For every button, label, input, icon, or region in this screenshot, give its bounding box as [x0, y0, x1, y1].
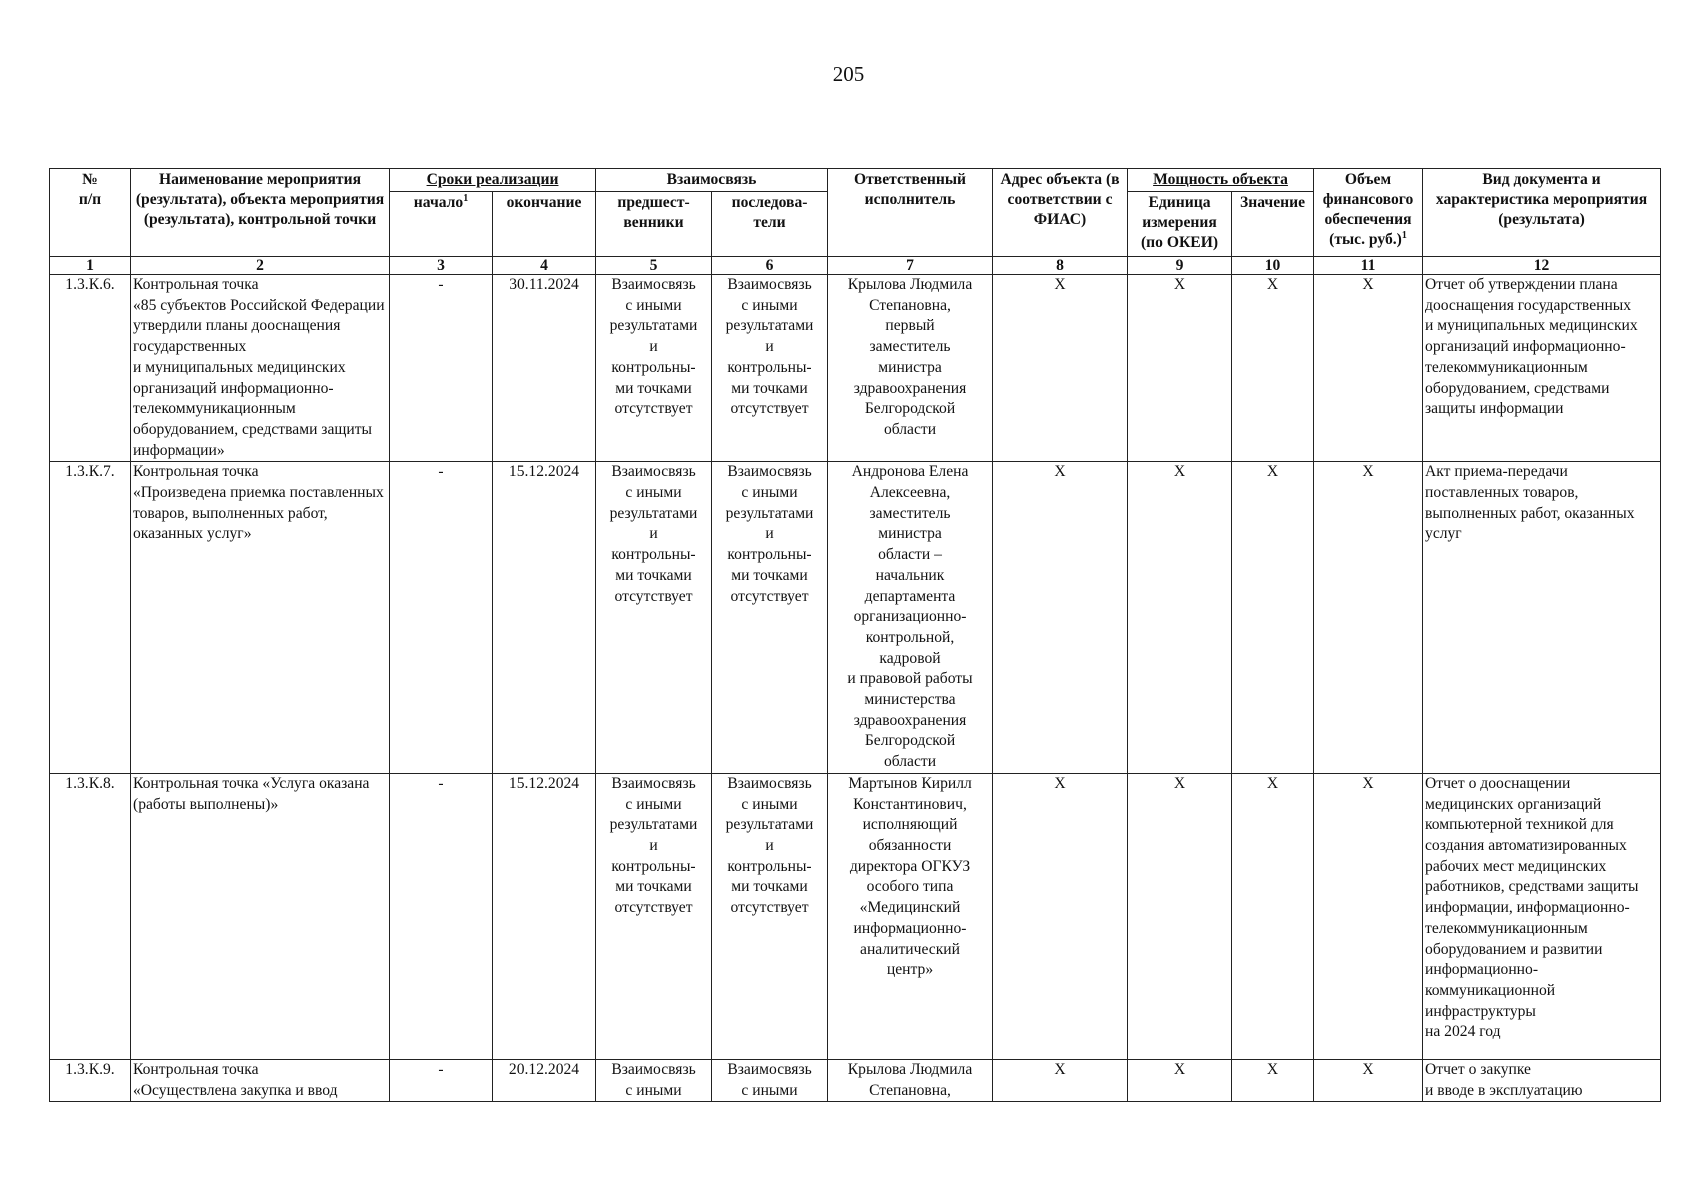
predecessors: Взаимосвязь с иными	[611, 1060, 696, 1099]
capacity-value: X	[1266, 1060, 1279, 1078]
measure-name-cell	[131, 773, 390, 1059]
capacity-value-cell	[1232, 275, 1314, 462]
header-end-label: окончание	[506, 194, 582, 211]
responsible-person: Крылова Людмила Степановна, первый заместитель министра здравоохранения Белгородской области	[847, 276, 973, 438]
object-address: X	[1054, 774, 1066, 792]
finance-volume: X	[1362, 276, 1374, 293]
row-number-cell	[50, 462, 131, 774]
table-row	[50, 773, 1661, 1059]
header-responsible	[828, 169, 993, 257]
measure-name-cell	[131, 275, 390, 462]
responsible-person: Крылова Людмила Степановна,	[847, 1060, 973, 1099]
header-value	[1232, 192, 1314, 257]
header-end	[493, 192, 596, 257]
unit-of-measure-cell	[1128, 275, 1232, 462]
measure-name: Контрольная точка «Услуга оказана (работы выполнены)»	[133, 774, 370, 813]
capacity-value: X	[1266, 463, 1279, 481]
unit-of-measure: X	[1173, 774, 1186, 792]
end-date: 15.12.2024	[508, 463, 580, 481]
finance-volume: X	[1362, 463, 1374, 481]
header-finance-label: Объем финансового обеспечения (тыс. руб.)	[1322, 171, 1414, 248]
header-start	[390, 192, 493, 257]
header-responsible-label: Ответственный исполнитель	[853, 171, 967, 208]
successors-cell	[712, 1059, 828, 1101]
start-date-cell	[390, 462, 493, 774]
header-start-sup: 1	[463, 192, 469, 204]
start-date: -	[438, 774, 444, 792]
capacity-value: X	[1266, 276, 1279, 293]
header-start-label: начало	[413, 194, 464, 211]
end-date: 20.12.2024	[508, 1060, 580, 1078]
start-date: -	[438, 276, 444, 293]
column-number: 9	[1128, 257, 1232, 275]
document-type-cell	[1423, 773, 1661, 1059]
unit-of-measure: X	[1173, 1060, 1186, 1078]
header-pred	[596, 192, 712, 257]
row-number-cell	[50, 773, 131, 1059]
header-num-label: № п/п	[78, 171, 102, 208]
header-succ-label: последова- тели	[731, 194, 808, 231]
end-date-cell	[493, 1059, 596, 1101]
header-unit-label: Единица измерения (по ОКЕИ)	[1140, 194, 1219, 251]
responsible-person: Мартынов Кирилл Константинович, исполняющий обязанности директора ОГКУЗ особого типа «Медицинский информационно-аналитический центр»	[848, 774, 972, 979]
responsible-person-cell	[828, 462, 993, 774]
measure-name-cell	[131, 1059, 390, 1101]
object-address: X	[1054, 463, 1066, 481]
document-type: Отчет о дооснащении медицинских организаций компьютерной техникой для создания автоматизированных рабочих мест медицинских работников, средствами защиты информации, информационно-телекоммуникационным оборудованием и развитии информационно-коммуникационной инфраструктуры на 2024 год	[1425, 774, 1639, 1041]
predecessors-cell	[596, 275, 712, 462]
document-type-cell	[1423, 1059, 1661, 1101]
document-type: Отчет об утверждении плана дооснащения государственных и муниципальных медицинских организаций информационно-телекоммуникационным оборудованием, средствами защиты информации	[1425, 276, 1638, 418]
header-succ	[712, 192, 828, 257]
predecessors: Взаимосвязь с иными результатами и контрольны- ми точками отсутствует	[609, 463, 698, 605]
document-type: Отчет о закупке и вводе в эксплуатацию	[1425, 1060, 1583, 1099]
column-number: 12	[1423, 257, 1661, 275]
header-finance-sup: 1	[1401, 229, 1407, 241]
object-address-cell	[993, 1059, 1128, 1101]
successors: Взаимосвязь с иными	[727, 1060, 812, 1099]
row-number: 1.3.К.8.	[65, 774, 115, 792]
column-number: 5	[596, 257, 712, 275]
end-date-cell	[493, 462, 596, 774]
column-number: 1	[50, 257, 131, 275]
successors: Взаимосвязь с иными результатами и контрольны- ми точками отсутствует	[725, 463, 814, 605]
column-number: 2	[131, 257, 390, 275]
successors: Взаимосвязь с иными результатами и контрольны- ми точками отсутствует	[725, 774, 814, 917]
header-address	[993, 169, 1128, 257]
column-number: 7	[828, 257, 993, 275]
header-num	[50, 169, 131, 257]
header-pred-label: предшест- венники	[617, 194, 690, 231]
column-number: 8	[993, 257, 1128, 275]
responsible-person: Андронова Елена Алексеевна, заместитель министра области – начальник департамента организационно- контрольной, кадровой и правовой работы министерства здравоохранения Белгородской области	[847, 463, 973, 771]
document-type: Акт приема-передачи поставленных товаров, выполненных работ, оказанных услуг	[1425, 463, 1635, 543]
row-number-cell	[50, 1059, 131, 1101]
column-number: 4	[493, 257, 596, 275]
capacity-value: X	[1266, 774, 1279, 792]
measure-name-cell	[131, 462, 390, 774]
predecessors-cell	[596, 462, 712, 774]
capacity-value-cell	[1232, 462, 1314, 774]
column-number: 6	[712, 257, 828, 275]
unit-of-measure-cell	[1128, 1059, 1232, 1101]
successors-cell	[712, 773, 828, 1059]
successors-cell	[712, 275, 828, 462]
successors-cell	[712, 462, 828, 774]
row-number: 1.3.К.9.	[65, 1060, 115, 1078]
header-doc-type	[1423, 169, 1661, 257]
unit-of-measure: X	[1173, 463, 1186, 481]
finance-volume-cell	[1314, 773, 1423, 1059]
table-row	[50, 275, 1661, 462]
column-number-row	[50, 257, 1661, 275]
end-date: 30.11.2024	[509, 276, 579, 293]
column-number: 3	[390, 257, 493, 275]
column-number: 10	[1232, 257, 1314, 275]
start-date-cell	[390, 773, 493, 1059]
header-terms	[390, 169, 596, 192]
finance-volume-cell	[1314, 275, 1423, 462]
row-number-cell	[50, 275, 131, 462]
start-date-cell	[390, 275, 493, 462]
header-unit	[1128, 192, 1232, 257]
header-capacity	[1128, 169, 1314, 192]
measure-name: Контрольная точка «Произведена приемка поставленных товаров, выполненных работ, оказанных услуг»	[133, 463, 384, 543]
column-number: 11	[1314, 257, 1423, 275]
page-number: 205	[832, 62, 865, 86]
unit-of-measure-cell	[1128, 773, 1232, 1059]
measures-table	[49, 168, 1661, 1102]
object-address-cell	[993, 462, 1128, 774]
end-date: 15.12.2024	[508, 774, 580, 792]
capacity-value-cell	[1232, 1059, 1314, 1101]
start-date-cell	[390, 1059, 493, 1101]
header-value-label: Значение	[1240, 194, 1306, 211]
object-address: X	[1054, 276, 1066, 293]
table-row	[50, 1059, 1661, 1101]
header-address-label: Адрес объекта (в соответствии с ФИАС)	[1000, 171, 1120, 228]
responsible-person-cell	[828, 1059, 993, 1101]
document-type-cell	[1423, 275, 1661, 462]
start-date: -	[438, 463, 444, 481]
document-type-cell	[1423, 462, 1661, 774]
object-address-cell	[993, 275, 1128, 462]
header-name	[131, 169, 390, 257]
row-number: 1.3.К.7.	[65, 463, 115, 481]
unit-of-measure: X	[1173, 276, 1186, 293]
header-link	[596, 169, 828, 192]
finance-volume-cell	[1314, 462, 1423, 774]
end-date-cell	[493, 773, 596, 1059]
predecessors: Взаимосвязь с иными результатами и контрольны- ми точками отсутствует	[609, 276, 698, 418]
responsible-person-cell	[828, 275, 993, 462]
end-date-cell	[493, 275, 596, 462]
measure-name: Контрольная точка «85 субъектов Российской Федерации утвердили планы дооснащения государственных и муниципальных медицинских организаций информационно-телекоммуникационным оборудованием, средствами защиты информации»	[133, 276, 385, 459]
finance-volume: X	[1362, 774, 1374, 792]
header-row-1	[50, 169, 1661, 192]
finance-volume-cell	[1314, 1059, 1423, 1101]
row-number: 1.3.К.6.	[65, 276, 115, 293]
header-terms-label: Сроки реализации	[426, 171, 559, 188]
header-doc-type-label: Вид документа и характеристика мероприятия (результата)	[1435, 171, 1648, 228]
header-capacity-label: Мощность объекта	[1153, 171, 1288, 188]
finance-volume: X	[1362, 1060, 1374, 1078]
measure-name: Контрольная точка «Осуществлена закупка и ввод	[133, 1060, 338, 1099]
header-link-label: Взаимосвязь	[666, 171, 757, 188]
header-finance	[1314, 169, 1423, 257]
capacity-value-cell	[1232, 773, 1314, 1059]
successors: Взаимосвязь с иными результатами и контрольны- ми точками отсутствует	[725, 276, 814, 418]
header-name-label: Наименование мероприятия (результата), объекта мероприятия (результата), контрольной точки	[135, 171, 385, 228]
predecessors-cell	[596, 773, 712, 1059]
table-body	[50, 275, 1661, 1102]
unit-of-measure-cell	[1128, 462, 1232, 774]
start-date: -	[438, 1060, 444, 1078]
object-address: X	[1054, 1060, 1066, 1078]
predecessors: Взаимосвязь с иными результатами и контрольны- ми точками отсутствует	[609, 774, 698, 917]
responsible-person-cell	[828, 773, 993, 1059]
object-address-cell	[993, 773, 1128, 1059]
predecessors-cell	[596, 1059, 712, 1101]
table-row	[50, 462, 1661, 774]
